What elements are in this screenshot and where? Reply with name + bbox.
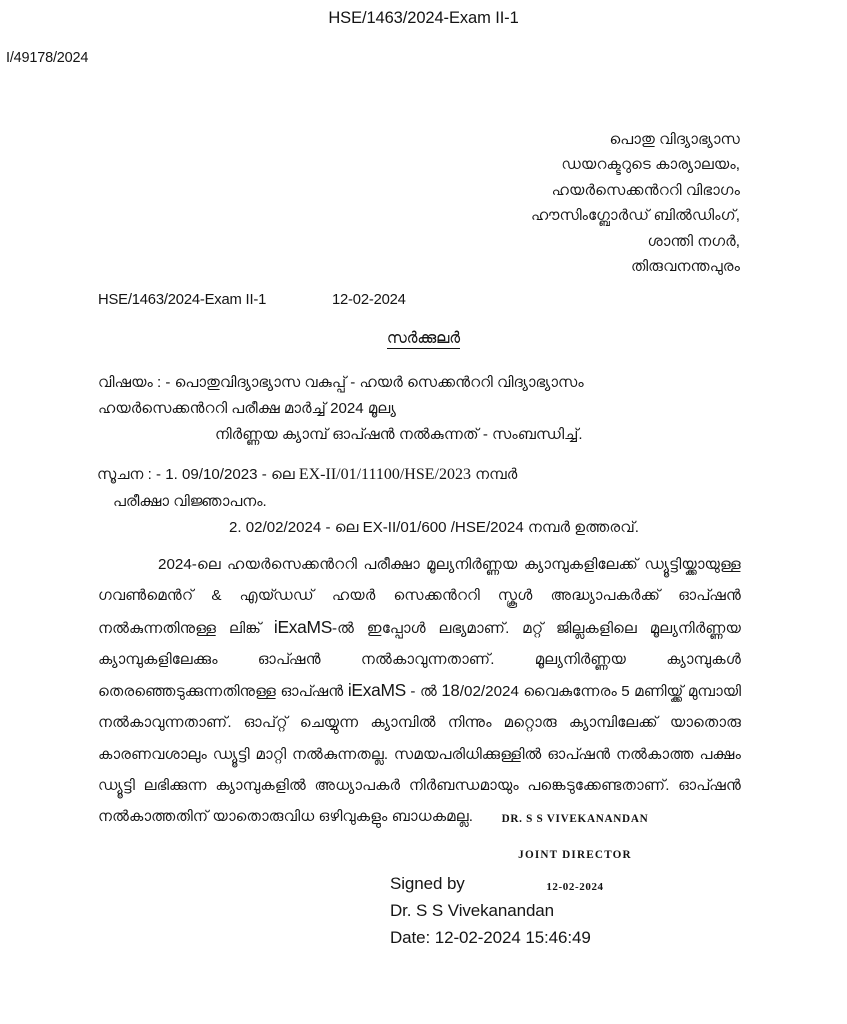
subject-line-3: നിർണ്ണയ ക്യാമ്പ് ഓപ്ഷൻ നൽകുന്നത് - സംബന്ധിച്ച്. [215,426,583,443]
circular-heading [0,330,847,348]
body-segment-4: /02/2024 വൈകുന്നേരം 5 മണിയ്ക്ക് മുമ്പായി നൽകാവുന്നതാണ്. ഓപ്റ്റ് ചെയ്യുന്ന ക്യാമ്പിൽ നിന്നും മറ്റൊരു ക്യാമ്പിലേക്ക് യാതൊരു കാരണവശാലും ഡ്യൂട്ടി മാറ്റി നൽകുന്നതല്ല. സമയപരിധിക്കുള്ളിൽ ഓപ്ഷൻ നൽകാത്ത പക്ഷം ഡ്യൂട്ടി ലഭിക്കുന്ന ക്യാമ്പുകളിൽ അധ്യാപകർ നിർബന്ധമായും പങ്കെടുക്കേണ്ടതാണ്. ഓപ്ഷൻ നൽകാത്തതിന് യാതൊരുവിധ ഒഴിവുകളും ബാധകമല്ല. [98,683,741,826]
signatory-designation: JOINT DIRECTOR [518,849,632,861]
address-line: ഹൗസിംഗ്ബോർഡ് ബിൽഡിംഗ്, [531,207,740,225]
reference-citations-block [97,462,757,542]
reference-number: HSE/1463/2024-Exam II-1 [98,292,267,308]
office-address-block [400,127,740,279]
address-line: ഹയർസെക്കൻററി വിഭാഗം [551,181,740,199]
reference-item-2-prefix: 2. 02/02/2024 - ലെ [229,519,363,536]
digital-signature-block [390,870,591,951]
digital-signature-name: Dr. S S Vivekanandan [390,901,555,920]
address-line: ഡയറക്ടറുടെ കാര്യാലയം, [561,156,740,174]
circular-heading-text: സർക്കുലർ [386,330,461,347]
reference-item-1 [97,462,757,489]
reference-item-1-label: സൂചന : - 1. 09/10/2023 - ലെ [97,466,299,483]
reference-item-1-number: EX-II/01/11100/HSE/2023 [298,466,471,483]
reference-item-2 [97,515,757,542]
signatory-name: DR. S S VIVEKANANDAN [501,813,649,825]
iexams-brand-label: iExaMS [347,680,406,701]
reference-item-2-number: EX-II/01/600 /HSE/2024 [362,519,524,536]
address-line: ശാന്തി നഗർ, [647,232,740,250]
body-segment-1: 2024-ലെ ഹയർസെക്കൻററി പരീക്ഷാ മൂല്യനിർണ്ണയ ക്യാമ്പുകളിലേക്ക് ഡ്യൂട്ടിയ്ക്കായുള്ള ഗവൺമെൻറ് & എയ്ഡഡ് ഹയർ സെക്കൻററി സ്കൂൾ അദ്ധ്യാപകർക്ക് ഓപ്ഷൻ നൽകുന്നതിനുള്ള ലിങ്ക് [98,556,741,637]
reference-item-1-continuation: പരീക്ഷാ വിജ്ഞാപനം. [113,492,267,510]
subject-block [98,370,748,448]
subject-line-1: വിഷയം : - പൊതുവിദ്യാഭ്യാസ വകുപ്പ് - ഹയർ സെക്കൻററി വിദ്യാഭ്യാസം [98,374,584,391]
reference-item-2-tail: നമ്പർ ഉത്തരവ്. [523,519,639,536]
body-segment-3: - ൽ [405,683,442,701]
file-number: I/49178/2024 [6,50,89,66]
digital-signature-signed-by: Signed by [390,874,465,893]
reference-date: 12-02-2024 [332,292,406,308]
address-line: പൊതു വിദ്യാഭ്യാസ [609,131,740,148]
iexams-brand-label: iExaMS [273,616,333,637]
document-header-title: HSE/1463/2024-Exam II-1 [328,9,519,27]
address-line: തിരുവനന്തപുരം [631,258,740,276]
reference-item-1-tail: നമ്പർ [470,466,518,483]
body-paragraph [98,549,741,833]
digital-signature-date: Date: 12-02-2024 15:46:49 [390,928,591,947]
reference-row [98,292,698,308]
subject-line-2: ഹയർസെക്കൻററി പരീക്ഷ മാർച്ച് 2024 മൂല്യ [98,400,396,417]
signatory-date: 12-02-2024 [546,881,604,893]
deadline-day: 18 [441,681,460,701]
body-segment-2: -ൽ ഇപ്പോൾ ലഭ്യമാണ്. മറ്റ് ജില്ലകളിലെ മൂല്യനിർണ്ണയ ക്യാമ്പുകളിലേക്കും ഓപ്ഷൻ നൽകാവുന്നതാണ്. മൂല്യനിർണ്ണയ ക്യാമ്പുകൾ തെരഞ്ഞെടുക്കുന്നതിനുള്ള ഓപ്ഷൻ [98,619,741,701]
